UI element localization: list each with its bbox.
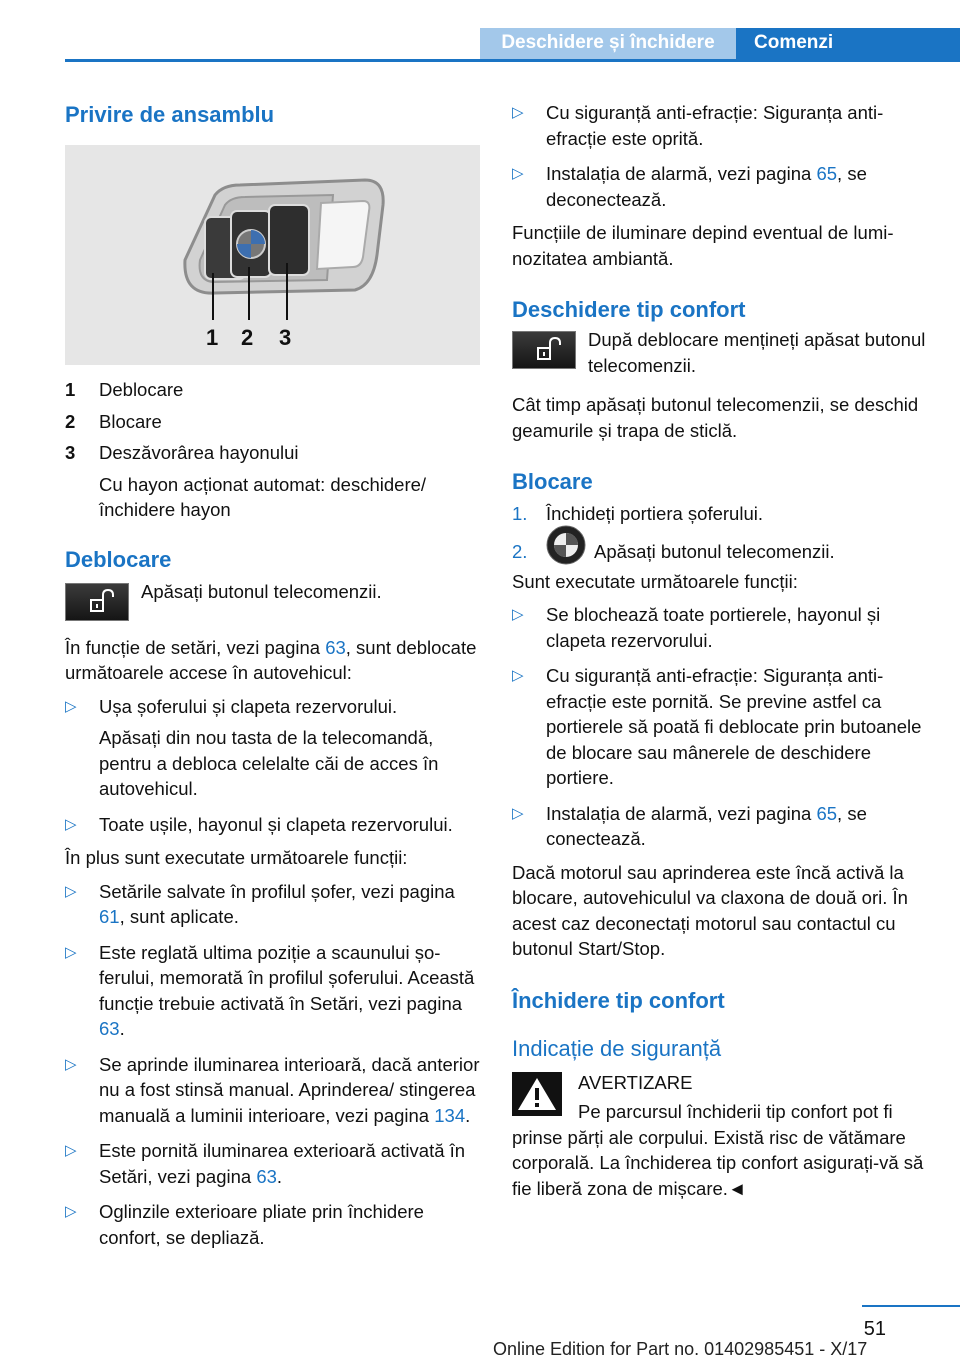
legend-text: Deszăvorârea hayonului (99, 442, 299, 463)
edition-note: Online Edition for Part no. 01402985451 - X/17 (493, 1339, 868, 1359)
list-item: ▷ Cu siguranță anti-efracție: Siguranța anti-efracție este pornită. Se previne astfel ca portierele să poată fi deblocate prin butoanele de blocare sau mânerele de deschidere portiere. (512, 663, 932, 791)
functions-paragraph: În plus sunt executate următoarele funcții: (65, 847, 408, 868)
list-item: ▷ Este reglată ultima poziție a scaunului șoferului, memorată în profilul șoferului. Această funcție trebuie activată în Setări, vezi pagina 63. (65, 940, 480, 1042)
safety-heading: Indicație de siguranță (512, 1035, 722, 1061)
legend-text: Deblocare (99, 379, 184, 400)
triangle-bullet-icon: ▷ (65, 815, 77, 833)
figure-legend (65, 377, 480, 523)
triangle-bullet-icon: ▷ (65, 1203, 77, 1220)
comfort-paragraph: Cât timp apăsați butonul telecomenzii, se deschid geamurile și trapa de sticlă. (512, 394, 919, 441)
lock-heading: Blocare (512, 469, 593, 494)
triangle-bullet-icon: ▷ (65, 1055, 77, 1073)
warning-icon (512, 1072, 562, 1123)
legend-item (65, 409, 480, 435)
list-item: ▷ Instalația de alarmă, vezi pagina 65, se conectează. (512, 801, 932, 852)
lock-functions-paragraph: Sunt executate următoarele funcții: (512, 570, 798, 592)
unlock-instruction (65, 579, 480, 621)
footer-rule (862, 1305, 960, 1307)
triangle-bullet-icon: ▷ (65, 943, 77, 961)
remote-key-illustration (65, 145, 480, 365)
list-item: ▷ Ușa șoferului și clapeta rezervorului. (65, 694, 480, 720)
comfort-instruction (512, 327, 932, 378)
warning-title: AVERTIZARE (578, 1071, 693, 1093)
unlock-icon (65, 583, 129, 621)
horn-paragraph: Dacă motorul sau aprinderea este încă activă la blocare, autovehiculul va claxona de două ori. În acest caz deconectați motorul sau contactul cu butonul Start/Stop. (512, 861, 908, 959)
page-link[interactable]: 61 (99, 906, 120, 927)
legend-item (65, 377, 480, 403)
triangle-bullet-icon: ▷ (512, 606, 524, 623)
page-link[interactable]: 63 (99, 1018, 120, 1039)
overview-heading: Privire de ansamblu (65, 102, 275, 127)
figure-label-3: 3 (279, 325, 292, 350)
header-rule (65, 59, 960, 62)
left-column (65, 100, 480, 1250)
figure-label-2: 2 (241, 325, 254, 350)
list-item: ▷ Setările salvate în profilul șofer, vezi pagina 61, sunt aplicate. (65, 879, 480, 930)
legend-number: 2 (65, 410, 76, 432)
list-item: ▷ Toate ușile, hayonul și clapeta rezervorului. (65, 812, 480, 838)
key-figure (65, 145, 480, 365)
page-number: 51 (863, 1318, 886, 1340)
unlock-heading: Deblocare (65, 546, 172, 572)
page-link[interactable]: 65 (816, 163, 838, 184)
triangle-bullet-icon: ▷ (512, 165, 524, 182)
list-item: ▷ Oglinzile exterioare pliate prin închidere confort, se depliază. (65, 1199, 480, 1250)
list-note: Apăsați din nou tasta de la telecomandă, pentru a debloca celelalte căi de acces în autovehicul. (99, 727, 439, 799)
legend-item (65, 440, 480, 466)
comfort-instruction-text: După deblocare mențineți apăsat butonul telecomenzii. (588, 329, 926, 376)
step-item: 1. Închideți portiera șoferului. (512, 501, 932, 527)
list-item: ▷ Este pornită iluminarea exterioară activată în Setări, vezi pagina 63. (65, 1138, 480, 1189)
legend-number: 1 (65, 379, 76, 400)
triangle-bullet-icon: ▷ (65, 697, 77, 715)
page-link[interactable]: 65 (816, 802, 838, 824)
triangle-bullet-icon: ▷ (65, 1142, 77, 1159)
comfort-close-heading: Închidere tip confort (512, 987, 725, 1013)
list-item: ▷ Se aprinde iluminarea interioară, dacă anterior nu a fost stinsă manual. Aprinderea/ stingerea manuală a luminii interioare, vezi pagina 134. (65, 1052, 480, 1129)
page-link[interactable]: 63 (256, 1165, 277, 1187)
list-item: ▷ Se blochează toate portierele, hayonul și clapeta rezervorului. (512, 602, 932, 653)
header-section: Deschidere și închidere (480, 28, 736, 62)
page-link[interactable]: 63 (325, 636, 346, 658)
legend-number: 3 (65, 442, 76, 463)
comfort-open-heading: Deschidere tip confort (512, 297, 746, 322)
step-item: 2. Apăsați butonul telecomenzii. (512, 539, 932, 565)
bmw-logo-icon (546, 525, 586, 565)
right-column (512, 100, 932, 1201)
triangle-bullet-icon: ▷ (512, 104, 524, 121)
legend-note: Cu hayon acționat automat: deschidere/ închidere hayon (99, 473, 427, 520)
list-item: ▷ Instalația de alarmă, vezi pagina 65, se deconectează. (512, 161, 932, 212)
figure-label-1: 1 (206, 325, 219, 350)
lighting-paragraph: Funcțiile de iluminare depind eventual de luminozitatea ambiantă. (512, 222, 894, 269)
unlock-instruction-text: Apăsați butonul telecomenzii. (141, 580, 382, 602)
triangle-bullet-icon: ▷ (512, 804, 524, 822)
unlock-icon (512, 331, 576, 369)
unlock-paragraph: În funcție de setări, vezi pagina 63, sunt deblocate următoarele accese în autovehicul: (65, 636, 477, 683)
header-chapter: Comenzi (736, 28, 960, 62)
page-link[interactable]: 134 (434, 1104, 466, 1126)
step-number: 1. (512, 503, 528, 524)
legend-text: Blocare (99, 410, 162, 432)
step-number: 2. (512, 540, 528, 562)
triangle-bullet-icon: ▷ (512, 667, 524, 684)
list-item: ▷ Cu siguranță anti-efracție: Siguranța anti-efracție este oprită. (512, 100, 932, 151)
warning-text: Pe parcursul închiderii tip confort pot fi prinse părți ale corpului. Există risc de vătămare corporală. La închiderea tip confort asigurați-vă să fie liberă zona de mișcare.◄ (512, 1101, 924, 1199)
warning-block (512, 1070, 932, 1202)
triangle-bullet-icon: ▷ (65, 882, 77, 900)
